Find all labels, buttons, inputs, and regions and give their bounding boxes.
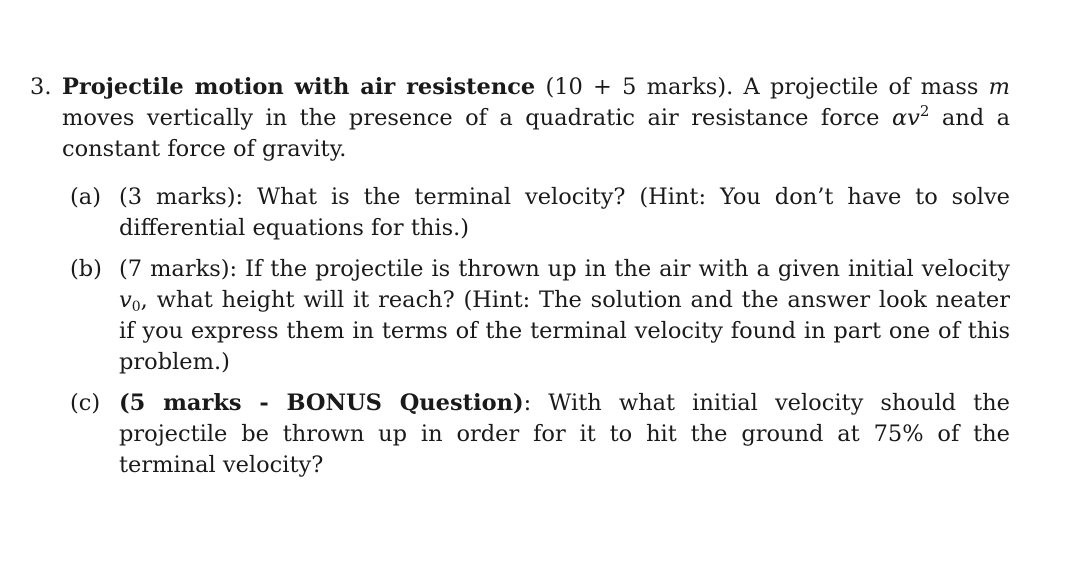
force-exponent: 2: [919, 102, 930, 120]
force-symbol: [891, 102, 930, 131]
mass-symbol: m: [988, 74, 1010, 100]
v-subscript: 0: [131, 299, 141, 315]
part-b: [70, 254, 1010, 378]
part-a: [70, 182, 1010, 244]
problem-intro-1: A projectile of mass: [743, 74, 979, 100]
problem-statement: [30, 72, 1010, 165]
v-symbol: v: [119, 287, 132, 313]
part-a-label: (a): [70, 184, 101, 210]
part-b-label: (b): [70, 256, 102, 282]
problem-marks: (10 + 5 marks).: [545, 74, 734, 100]
part-b-text-1: (7 marks): If the projectile is thrown up in the air with a given initial velocity: [119, 256, 1010, 282]
problem-3: [30, 72, 1010, 491]
problem-intro-3: and a constant force of gravity.: [62, 105, 1011, 162]
part-a-text: (3 marks): What is the terminal velocity? (Hint: You don’t have to solve differential equations for this.): [119, 184, 1010, 241]
problem-title: Projectile motion with air resistence: [62, 74, 536, 100]
problem-number: 3.: [30, 74, 52, 100]
initial-velocity-symbol: [119, 287, 141, 313]
problem-intro-2: moves vertically in the presence of a quadratic air resistance force: [62, 105, 880, 131]
parts-list: [30, 182, 1010, 481]
part-b-text-2: , what height will it reach? (Hint: The solution and the answer look neater if you express them in terms of the terminal velocity found in part one of this problem.): [119, 287, 1010, 375]
force-symbol-base: αv: [891, 105, 920, 131]
part-c-bonus-label: (5 marks - BONUS Question): [119, 390, 524, 416]
part-c-label: (c): [70, 390, 101, 416]
part-c-text: : With what initial velocity should the projectile be thrown up in order for it to hit the ground at 75% of the terminal velocity?: [119, 390, 1010, 478]
part-c: [70, 388, 1010, 481]
